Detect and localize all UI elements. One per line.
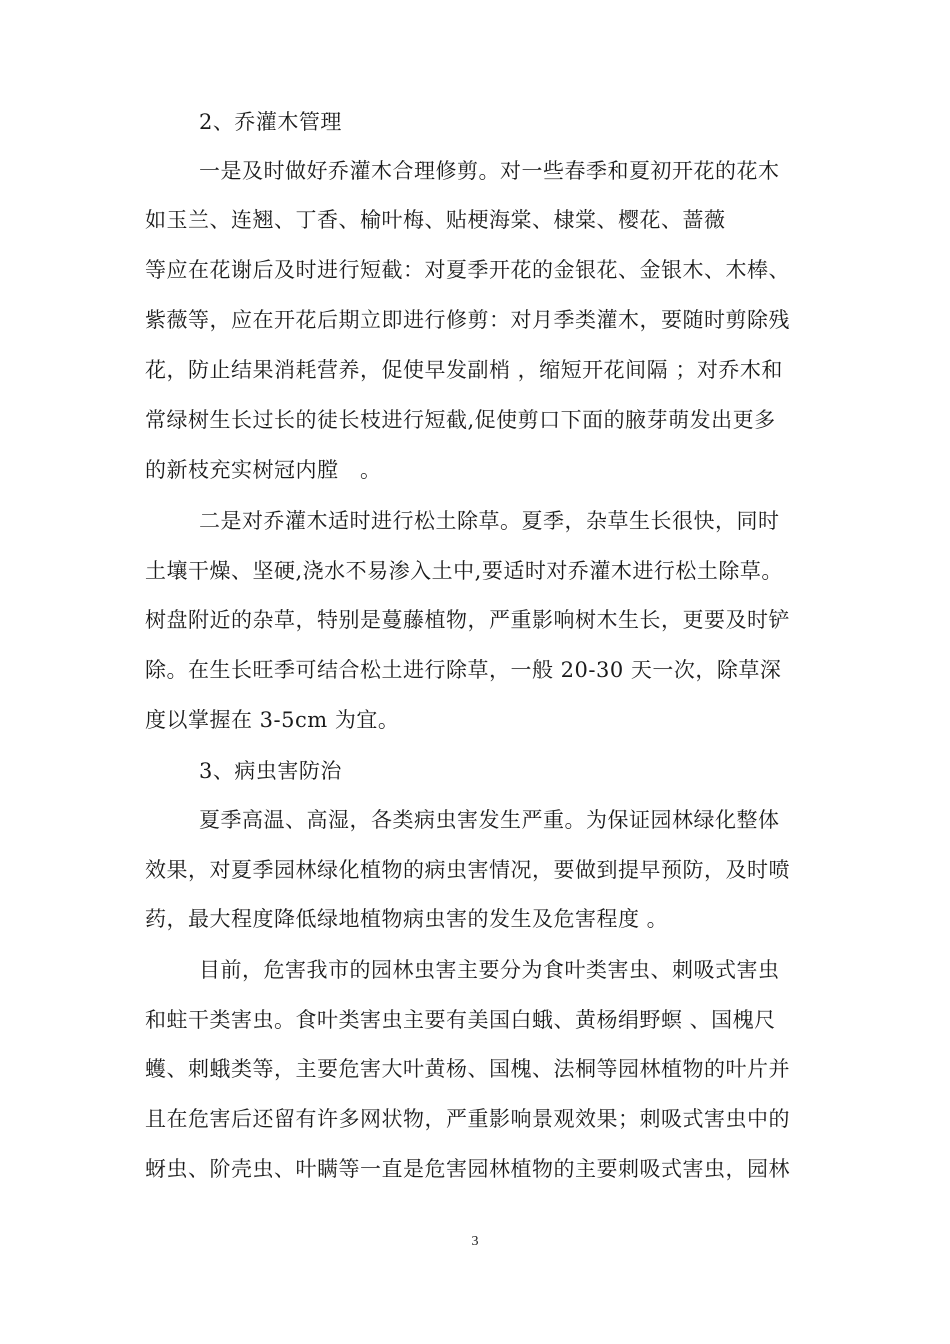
paragraph-line: 效果，对夏季园林绿化植物的病虫害情况，要做到提早预防，及时喷 <box>145 858 790 882</box>
paragraph-line: 紫薇等，应在开花后期立即进行修剪：对月季类灌木，要随时剪除残 <box>145 308 790 332</box>
paragraph-line: 目前，危害我市的园林虫害主要分为食叶类害虫、刺吸式害虫 <box>199 958 780 982</box>
paragraph-line: 二是对乔灌木适时进行松土除草。夏季，杂草生长很快，同时 <box>199 509 780 533</box>
paragraph-line: 药，最大程度降低绿地植物病虫害的发生及危害程度 。 <box>145 907 669 931</box>
section-heading: 3、病虫害防治 <box>199 759 342 783</box>
paragraph-line: 夏季高温、高湿，各类病虫害发生严重。为保证园林绿化整体 <box>199 808 780 832</box>
paragraph-line: 的新枝充实树冠内膛 。 <box>145 458 382 482</box>
paragraph-line: 土壤干燥、坚硬,浇水不易渗入土中,要适时对乔灌木进行松土除草。 <box>145 559 783 583</box>
paragraph-line: 一是及时做好乔灌木合理修剪。对一些春季和夏初开花的花木 <box>199 159 780 183</box>
paragraph-line: 和蛀干类害虫。食叶类害虫主要有美国白蛾、黄杨绢野螟 、国槐尺 <box>145 1008 776 1032</box>
section-heading: 2、乔灌木管理 <box>199 110 342 134</box>
paragraph-line: 蠖、刺蛾类等，主要危害大叶黄杨、国槐、法桐等园林植物的叶片并 <box>145 1057 790 1081</box>
paragraph-line: 树盘附近的杂草，特别是蔓藤植物，严重影响树木生长，更要及时铲 <box>145 608 790 632</box>
page-number: 3 <box>471 1234 479 1249</box>
paragraph-line: 等应在花谢后及时进行短截：对夏季开花的金银花、金银木、木棒、 <box>145 258 790 282</box>
paragraph-line: 蚜虫、阶壳虫、叶瞒等一直是危害园林植物的主要刺吸式害虫，园林 <box>145 1157 790 1181</box>
paragraph-line: 花，防止结果消耗营养，促使早发副梢 ，缩短开花间隔 ；对乔木和 <box>145 358 783 382</box>
paragraph-line: 度以掌握在 3-5cm 为宜。 <box>145 708 400 732</box>
paragraph-line: 且在危害后还留有许多网状物，严重影响景观效果；刺吸式害虫中的 <box>145 1107 790 1131</box>
paragraph-line: 常绿树生长过长的徒长枝进行短截,促使剪口下面的腋芽萌发出更多 <box>145 408 776 432</box>
paragraph-line: 如玉兰、连翘、丁香、榆叶梅、贴梗海棠、棣棠、樱花、蔷薇 <box>145 208 726 232</box>
paragraph-line: 除。在生长旺季可结合松土进行除草，一般 20-30 天一次，除草深 <box>145 658 782 682</box>
